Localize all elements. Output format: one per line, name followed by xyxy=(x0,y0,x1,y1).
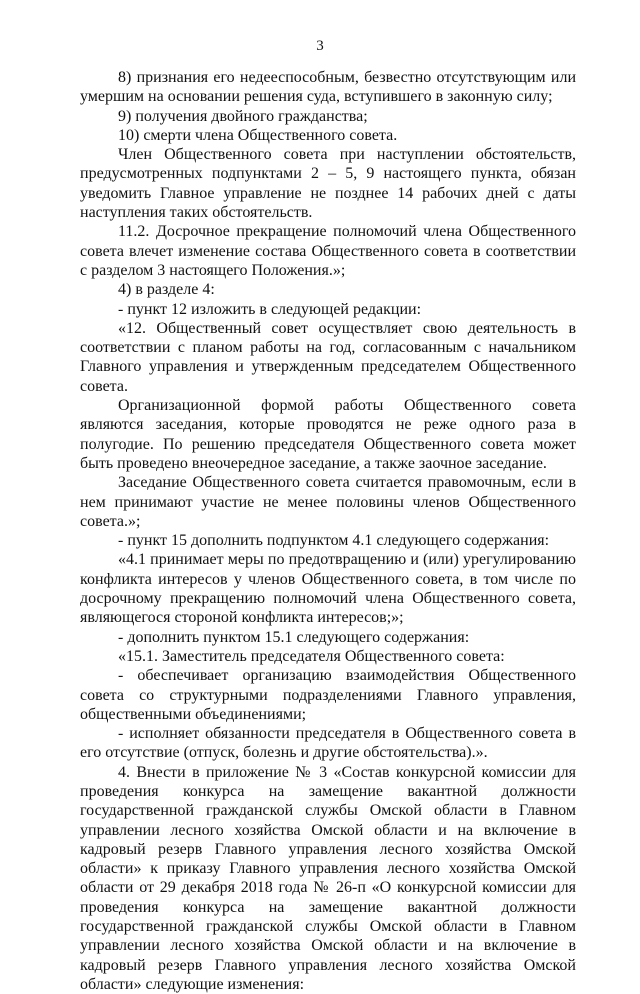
paragraph-item-12: «12. Общественный совет осуществляет свою деятельность в соответствии с планом работы на год, согласованным с начальником Главного управления и утвержденным председателем Общественного совета. xyxy=(80,319,576,395)
paragraph-meetings-form: Организационной формой работы Общественного совета являются заседания, которые проводятся не реже одного раза в полугодие. По решению председателя Общественного совета может быть проведено внеочередное заседание, а также заочное заседание. xyxy=(80,397,576,472)
paragraph-item-15-1: «15.1. Заместитель председателя Общественного совета: xyxy=(118,647,505,665)
paragraph-8-incapacity: 8) признания его недееспособным, безвестно отсутствующим или умершим на основании решения суда, вступившего в законную силу; xyxy=(80,69,576,106)
paragraph-10-death: 10) смерти члена Общественного совета. xyxy=(118,126,398,144)
paragraph-deputy-duties: - исполняет обязанности председателя в Общественного совета в его отсутствие (отпуск, болезнь и другие обстоятельства).». xyxy=(80,725,576,762)
paragraph-item-4-changes: 4. Внести в приложение № 3 «Состав конкурсной комиссии для проведения конкурса на замещение вакантной должности государственной гражданской службы Омской области в Главном управлении лесного хозяйства Омской области и на включение в кадровый резерв Главного управления лесного хозяйства Омской области» к приказу Главного управления лесного хозяйства Омской области от 29 декабря 2018 года № 26-п «О конкурсной комиссии для проведения конкурса на замещение вакантной должности государственной гражданской службы Омской области в Главном управлении лесного хозяйства Омской области и на включение в кадровый резерв Главного управления лесного хозяйства Омской области» следующие изменения: xyxy=(80,763,576,993)
paragraph-11-2: 11.2. Досрочное прекращение полномочий члена Общественного совета влечет изменение состава Общественного совета в соответствии с разделом 3 настоящего Положения.»; xyxy=(80,223,576,279)
paragraph-member-notification: Член Общественного совета при наступлении обстоятельств, предусмотренных подпунктами 2 – 5, 9 настоящего пункта, обязан уведомить Главное управление не позднее 14 рабочих дней с даты наступления таких обстоятельств. xyxy=(80,146,576,222)
paragraph-item-15-1-intro: - дополнить пунктом 15.1 следующего содержания: xyxy=(118,628,470,646)
document-body xyxy=(80,68,576,994)
page-number: 3 xyxy=(316,38,324,54)
paragraph-deputy-interaction: - обеспечивает организацию взаимодействия Общественного совета со структурными подразделениями Главного управления, общественными объединениями; xyxy=(80,667,576,723)
paragraph-subitem-4-1: «4.1 принимает меры по предотвращению и (или) урегулированию конфликта интересов у членов Общественного совета, в том числе по досрочному прекращению полномочий члена Общественного совета, являющегося стороной конфликта интересов;»; xyxy=(80,551,576,627)
paragraph-section-4: 4) в разделе 4: xyxy=(118,281,215,299)
paragraph-item-15-intro: - пункт 15 дополнить подпунктом 4.1 следующего содержания: xyxy=(118,532,550,550)
paragraph-quorum: Заседание Общественного совета считается правомочным, если в нем принимают участие не менее половины членов Общественного совета.»; xyxy=(80,474,576,530)
paragraph-9-dual-citizenship: 9) получения двойного гражданства; xyxy=(118,107,368,125)
paragraph-item-12-intro: - пункт 12 изложить в следующей редакции: xyxy=(118,300,422,318)
